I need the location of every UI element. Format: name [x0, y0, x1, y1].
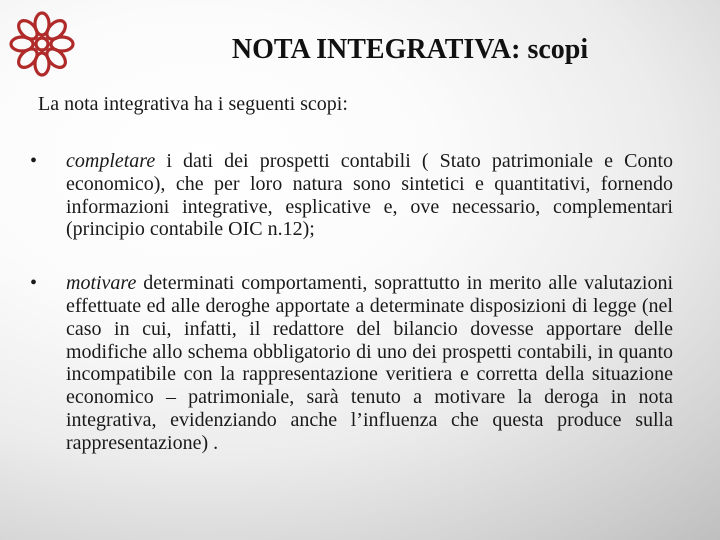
bullet-lead-word: motivare	[66, 272, 137, 295]
bullet-text: determinati comportamenti, soprattutto in merito alle valutazioni effettuate ed alle deroghe apportate a determinate disposizioni di legge (nel caso in cui, infatti, il redattore del bilancio dovesse apportare delle modifiche allo schema obbligatorio di uno dei prospetti contabili, in quanto incompatibile con la rappresentazione veritiera e corretta della situazione economico – patrimoniale, sarà tenuto a motivare la deroga in nota integrativa, evidenziando anche l’influenza che questa produce sulla rappresentazione) .	[66, 272, 673, 454]
logo-icon	[8, 10, 76, 78]
bullet-icon: •	[30, 272, 38, 295]
bullet-lead-word: completare	[66, 150, 156, 172]
bullet-text: i dati dei prospetti contabili ( Stato patrimoniale e Conto economico), che per loro natura sono sintetici e quantitativi, fornendo informazioni integrative, esplicative e, ove necessario, complementari (principio contabile OIC n.12);	[66, 150, 673, 241]
page-title: NOTA INTEGRATIVA: scopi	[231, 34, 589, 65]
bullet-icon: •	[30, 150, 38, 172]
list-item	[30, 272, 673, 454]
bullet-list	[30, 150, 673, 486]
intro-text: La nota integrativa ha i seguenti scopi:	[38, 93, 348, 115]
list-item	[30, 150, 673, 241]
